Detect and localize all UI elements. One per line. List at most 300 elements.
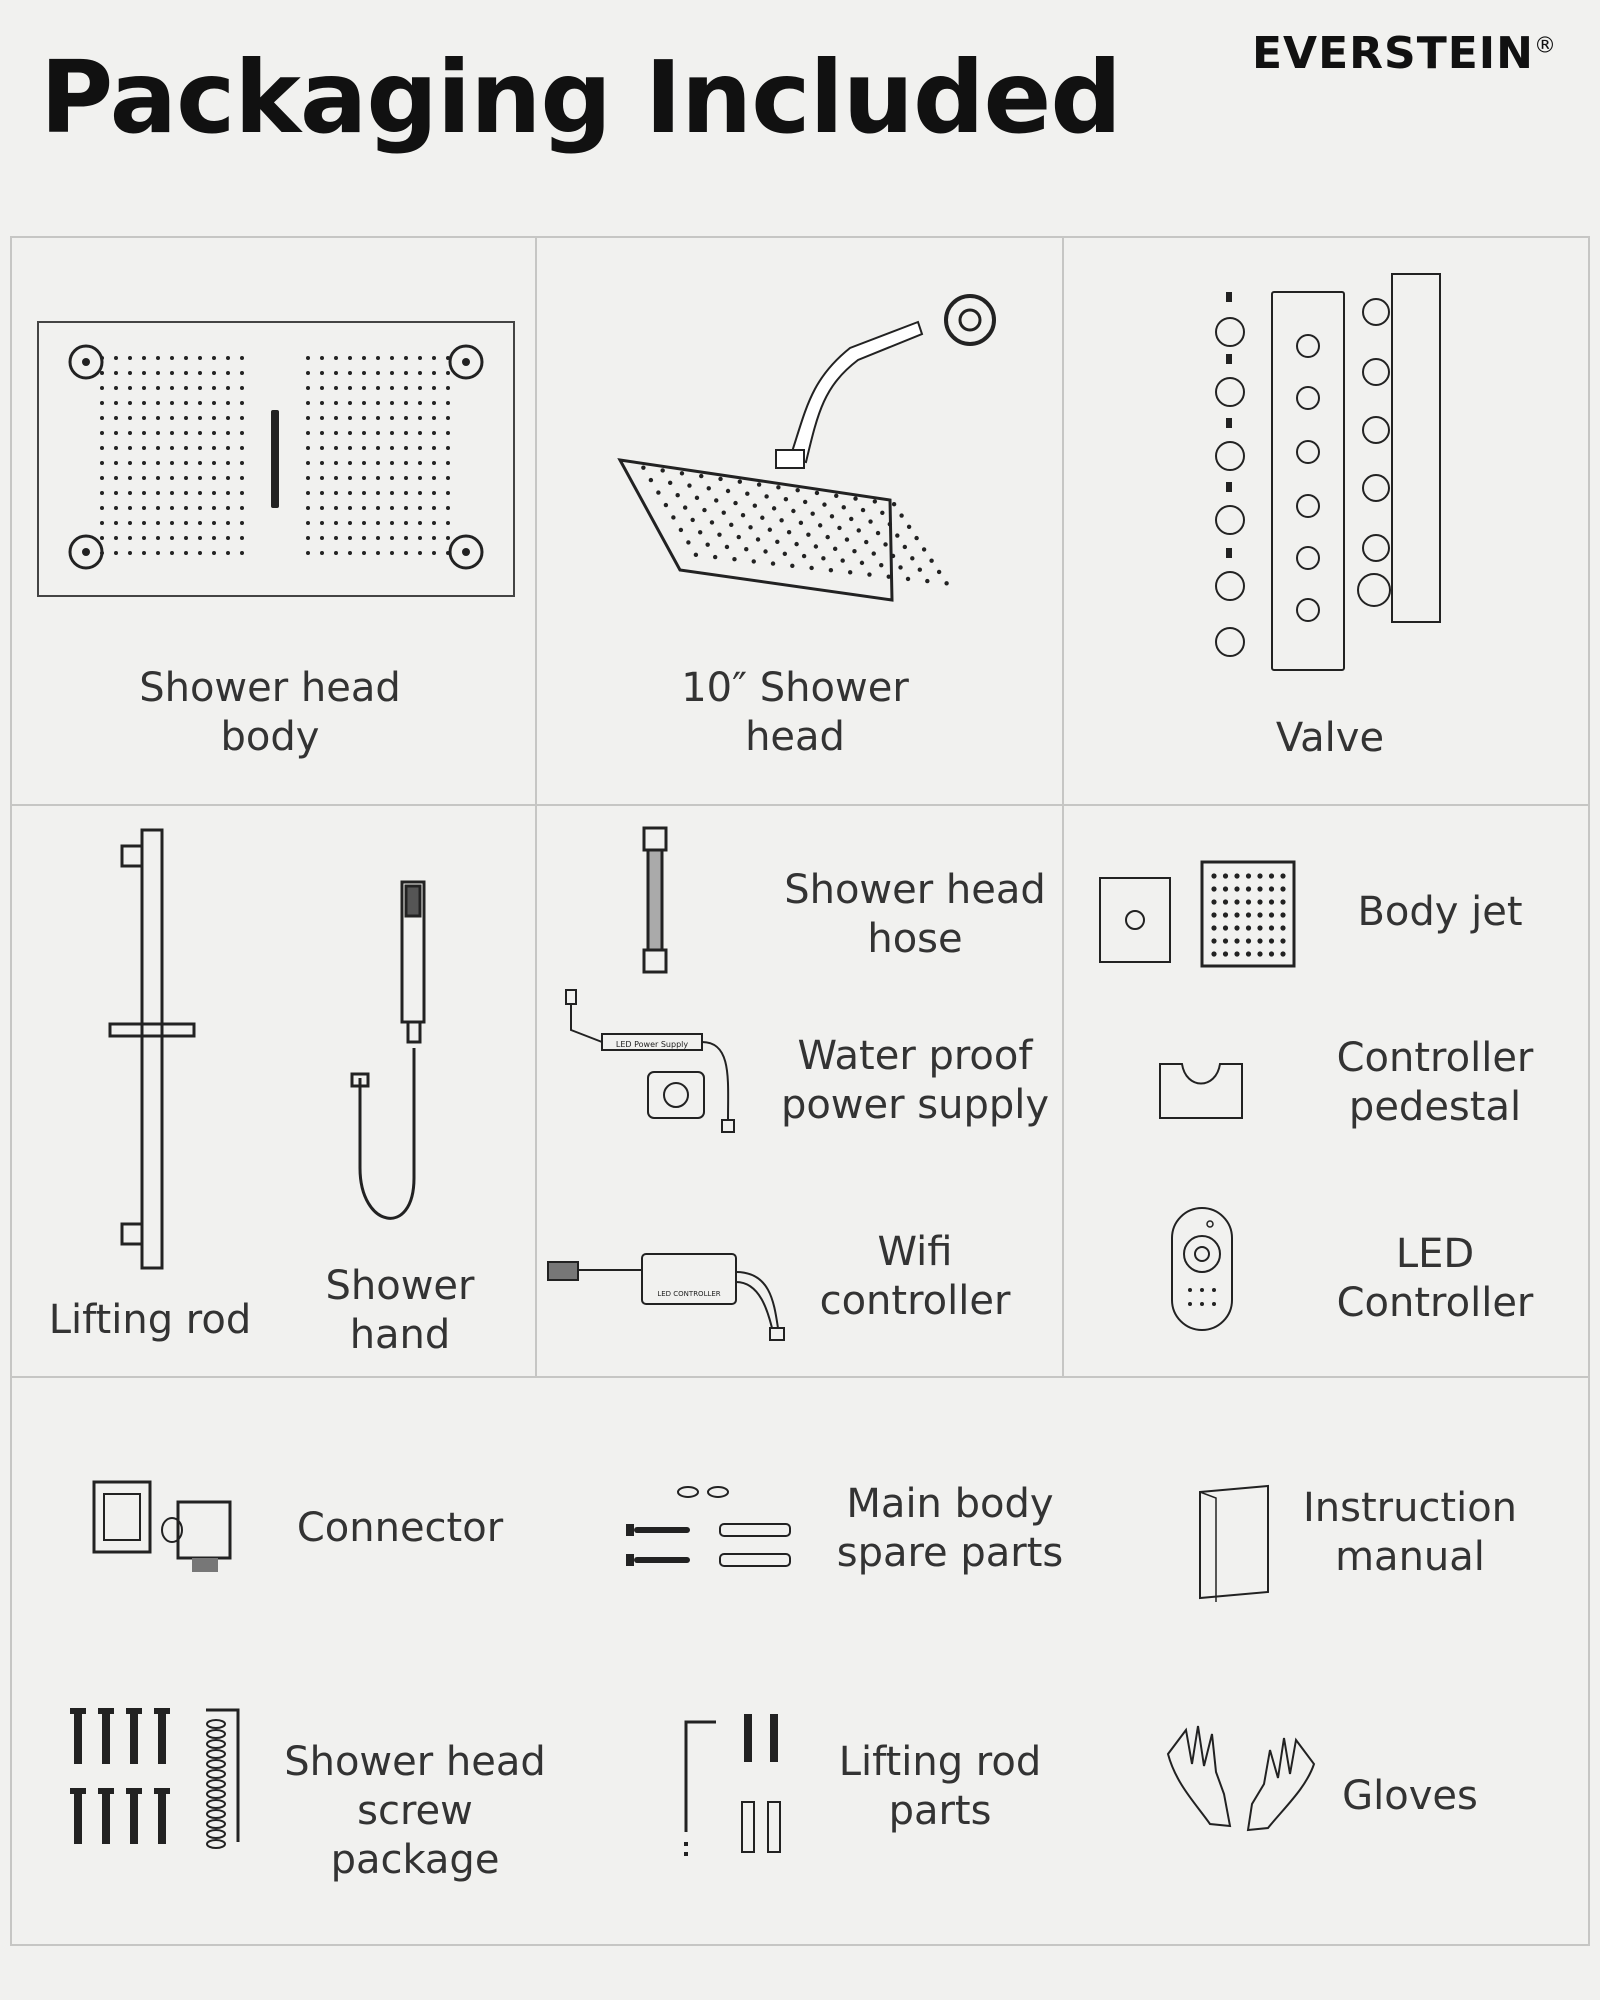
nozzle-dot [840, 558, 844, 562]
nozzle-dot [170, 356, 174, 360]
nozzle-dot [787, 530, 791, 534]
nozzle-dot [156, 506, 160, 510]
nozzle-dot [852, 549, 856, 553]
nozzle-dot [432, 521, 436, 525]
nozzle-dot [390, 356, 394, 360]
nozzle-dot [226, 386, 230, 390]
nozzle-dot [868, 519, 872, 523]
item-label: 10″ Shower head [681, 665, 909, 760]
nozzle-dot [822, 502, 826, 506]
nozzle-dot [362, 431, 366, 435]
nozzle-dot [100, 431, 104, 435]
nozzle-dot [114, 476, 118, 480]
nozzle-dot [348, 386, 352, 390]
nozzle-dot [156, 386, 160, 390]
nozzle-dot [1269, 951, 1274, 956]
nozzle-dot [1280, 925, 1285, 930]
nozzle-dot [334, 536, 338, 540]
nozzle-dot [1246, 873, 1251, 878]
nozzle-dot [348, 416, 352, 420]
nozzle-dot [128, 476, 132, 480]
wifi-controller-icon [546, 1232, 796, 1342]
nozzle-dot [660, 468, 664, 472]
nozzle-dot [184, 416, 188, 420]
nozzle-dot [114, 431, 118, 435]
nozzle-dot [1223, 899, 1228, 904]
nozzle-dot [432, 461, 436, 465]
nozzle-dot [348, 551, 352, 555]
nozzle-dot [240, 491, 244, 495]
nozzle-dot [320, 416, 324, 420]
nozzle-dot [240, 446, 244, 450]
nozzle-dot [376, 431, 380, 435]
nozzle-dot [100, 371, 104, 375]
nozzle-dot [418, 536, 422, 540]
screw-shaft [74, 1794, 82, 1844]
nozzle-dot [348, 536, 352, 540]
washer [207, 1810, 225, 1818]
nozzle-dot [879, 563, 883, 567]
nozzle-dot [390, 371, 394, 375]
washer [207, 1820, 225, 1828]
washer [207, 1790, 225, 1798]
nozzle-dot [306, 356, 310, 360]
nozzle-dot [925, 579, 929, 583]
nozzle-dot [937, 570, 941, 574]
nozzle-dot [184, 521, 188, 525]
nozzle-dot [212, 506, 216, 510]
nozzle-dot [918, 568, 922, 572]
nozzle-dot [334, 476, 338, 480]
nozzle-dot [320, 401, 324, 405]
nozzle-dot [922, 547, 926, 551]
item-label: Shower head hose [784, 867, 1046, 962]
nozzle-dot [198, 491, 202, 495]
nozzle-dot [418, 401, 422, 405]
nozzle-dot [1234, 899, 1239, 904]
nozzle-dot [348, 461, 352, 465]
nozzle-dot [306, 401, 310, 405]
nozzle-dot [184, 401, 188, 405]
nozzle-dot [212, 401, 216, 405]
nozzle-dot [156, 551, 160, 555]
nozzle-dot [156, 446, 160, 450]
nozzle-dot [184, 446, 188, 450]
nozzle-dot [1246, 886, 1251, 891]
nozzle-dot [362, 446, 366, 450]
nozzle-dot [306, 386, 310, 390]
nozzle-dot [362, 491, 366, 495]
nozzle-dot [226, 521, 230, 525]
screw-head [70, 1788, 86, 1794]
nozzle-dot [764, 494, 768, 498]
nozzle-dot [857, 528, 861, 532]
nozzle-dot [362, 416, 366, 420]
nozzle-dot [390, 431, 394, 435]
nozzle-dot [156, 401, 160, 405]
nozzle-dot [212, 446, 216, 450]
nozzle-dot [142, 506, 146, 510]
nozzle-dot [226, 491, 230, 495]
nozzle-dot [1257, 886, 1262, 891]
item-label: Main body spare parts [836, 1481, 1064, 1576]
nozzle-dot [699, 474, 703, 478]
nozzle-dot [156, 521, 160, 525]
nozzle-dot [446, 506, 450, 510]
nozzle-dot [334, 371, 338, 375]
screw-shaft [130, 1794, 138, 1844]
nozzle-dot [803, 500, 807, 504]
nozzle-dot [887, 575, 891, 579]
nozzle-dot [170, 506, 174, 510]
remote-control-icon [1170, 1206, 1234, 1332]
nozzle-dot [861, 508, 865, 512]
nozzle-dot [446, 431, 450, 435]
nozzle-dot [876, 531, 880, 535]
nozzle-dot [198, 401, 202, 405]
nozzle-dot [1211, 938, 1216, 943]
grid-divider [10, 804, 1590, 806]
nozzle-dot [170, 371, 174, 375]
nozzle-dot [198, 416, 202, 420]
nozzle-dot [212, 371, 216, 375]
nozzle-dot [320, 536, 324, 540]
nozzle-dot [763, 549, 767, 553]
nozzle-dot [446, 536, 450, 540]
nozzle-dot [446, 476, 450, 480]
nozzle-dot [198, 446, 202, 450]
nozzle-dot [794, 542, 798, 546]
nozzle-dot [872, 551, 876, 555]
nozzle-dot [142, 356, 146, 360]
nozzle-dot [114, 506, 118, 510]
nozzle-dot [432, 551, 436, 555]
nozzle-dot [745, 492, 749, 496]
controller-tag: LED CONTROLLER [657, 1290, 721, 1298]
item-label: Shower head screw package [284, 1739, 546, 1883]
nozzle-dot [156, 416, 160, 420]
nozzle-dot [845, 537, 849, 541]
nozzle-dot [240, 431, 244, 435]
nozzle-dot [114, 551, 118, 555]
nozzle-dot [1234, 886, 1239, 891]
gloves-icon [1166, 1724, 1316, 1834]
nozzle-dot [142, 491, 146, 495]
nozzle-dot [170, 431, 174, 435]
nozzle-dot [306, 521, 310, 525]
washer [207, 1760, 225, 1768]
nozzle-dot [320, 491, 324, 495]
nozzle-dot [830, 514, 834, 518]
nozzle-dot [156, 461, 160, 465]
nozzle-dot [198, 521, 202, 525]
nozzle-dot [809, 566, 813, 570]
nozzle-dot [362, 401, 366, 405]
nozzle-dot [198, 356, 202, 360]
item-label: Water proof power supply [780, 1033, 1050, 1128]
nozzle-dot [198, 431, 202, 435]
nozzle-dot [170, 491, 174, 495]
nozzle-dot [240, 401, 244, 405]
nozzle-dot [128, 536, 132, 540]
nozzle-dot [833, 547, 837, 551]
nozzle-dot [142, 431, 146, 435]
nozzle-dot [184, 536, 188, 540]
nozzle-dot [432, 401, 436, 405]
nozzle-dot [1223, 886, 1228, 891]
nozzle-dot [404, 446, 408, 450]
nozzle-dot [198, 551, 202, 555]
nozzle-dot [771, 561, 775, 565]
hand-shower-icon [350, 878, 450, 1228]
nozzle-dot [376, 401, 380, 405]
nozzle-dot [212, 386, 216, 390]
item-label: LED Controller [1336, 1231, 1534, 1326]
nozzle-dot [914, 536, 918, 540]
nozzle-dot [390, 536, 394, 540]
nozzle-dot [1246, 899, 1251, 904]
nozzle-dot [432, 356, 436, 360]
nozzle-dot [818, 523, 822, 527]
nozzle-dot [888, 522, 892, 526]
screw-shaft [158, 1794, 166, 1844]
nozzle-dot [240, 551, 244, 555]
nozzle-dot [790, 564, 794, 568]
nozzle-dot [226, 371, 230, 375]
nozzle-dot [376, 521, 380, 525]
nozzle-dot [432, 536, 436, 540]
nozzle-dot [390, 491, 394, 495]
nozzle-dot [114, 401, 118, 405]
nozzle-dot [756, 537, 760, 541]
nozzle-dot [404, 416, 408, 420]
nozzle-dot [226, 356, 230, 360]
nozzle-dot [1280, 873, 1285, 878]
nozzle-dot [810, 511, 814, 515]
nozzle-dot [446, 386, 450, 390]
nozzle-dot [128, 401, 132, 405]
nozzle-dot [702, 508, 706, 512]
nozzle-dot [376, 371, 380, 375]
screw-shaft [102, 1714, 110, 1764]
nozzle-dot [404, 506, 408, 510]
nozzle-dot [1223, 925, 1228, 930]
nozzle-dot [418, 506, 422, 510]
screw-head [154, 1708, 170, 1714]
nozzle-dot [806, 532, 810, 536]
nozzle-dot [1246, 912, 1251, 917]
nozzle-dot [717, 532, 721, 536]
nozzle-dot [1211, 873, 1216, 878]
nozzle-dot [306, 536, 310, 540]
nozzle-dot [1257, 899, 1262, 904]
nozzle-dot [320, 521, 324, 525]
nozzle-dot [1223, 912, 1228, 917]
nozzle-dot [1246, 951, 1251, 956]
nozzle-dot [1257, 951, 1262, 956]
nozzle-dot [1257, 873, 1262, 878]
nozzle-dot [226, 506, 230, 510]
screw-shaft [130, 1714, 138, 1764]
nozzle-dot [446, 521, 450, 525]
nozzle-dot [198, 461, 202, 465]
nozzle-dot [418, 431, 422, 435]
nozzle-dot [128, 371, 132, 375]
nozzle-dot [362, 371, 366, 375]
nozzle-dot [156, 371, 160, 375]
nozzle-dot [404, 551, 408, 555]
nozzle-dot [198, 476, 202, 480]
nozzle-dot [944, 581, 948, 585]
nozzle-dot [376, 356, 380, 360]
nozzle-dot [100, 461, 104, 465]
nozzle-dot [695, 496, 699, 500]
nozzle-dot [752, 559, 756, 563]
nozzle-dot [903, 545, 907, 549]
nozzle-dot [694, 553, 698, 557]
nozzle-dot [1234, 951, 1239, 956]
nozzle-dot [390, 461, 394, 465]
nozzle-dot [791, 509, 795, 513]
nozzle-dot [404, 431, 408, 435]
nozzle-dot [799, 521, 803, 525]
nozzle-dot [306, 476, 310, 480]
nozzle-dot [829, 568, 833, 572]
screw-head [70, 1708, 86, 1714]
nozzle-dot [432, 371, 436, 375]
nozzle-dot [320, 371, 324, 375]
grid-divider [535, 236, 537, 1378]
nozzle-dot [842, 505, 846, 509]
nozzle-dot [1280, 951, 1285, 956]
screw-head [126, 1788, 142, 1794]
nozzle-dot [1246, 925, 1251, 930]
nozzle-dot [1234, 873, 1239, 878]
nozzle-dot [348, 506, 352, 510]
nozzle-dot [142, 476, 146, 480]
nozzle-dot [306, 416, 310, 420]
nozzle-dot [128, 356, 132, 360]
nozzle-dot [362, 506, 366, 510]
nozzle-dot [226, 431, 230, 435]
nozzle-dot [362, 521, 366, 525]
nozzle-dot [376, 446, 380, 450]
nozzle-dot [184, 386, 188, 390]
nozzle-dot [184, 356, 188, 360]
nozzle-dot [741, 513, 745, 517]
nozzle-dot [100, 446, 104, 450]
washer [207, 1840, 225, 1848]
nozzle-dot [306, 431, 310, 435]
nozzle-dot [212, 431, 216, 435]
nozzle-dot [226, 461, 230, 465]
nozzle-dot [783, 552, 787, 556]
brand-name: EVERSTEIN [1252, 28, 1535, 79]
nozzle-dot [376, 536, 380, 540]
nozzle-dot [156, 536, 160, 540]
nozzle-dot [198, 506, 202, 510]
nozzle-dot [404, 521, 408, 525]
nozzle-dot [725, 545, 729, 549]
nozzle-dot [114, 491, 118, 495]
nozzle-dot [690, 518, 694, 522]
nozzle-dot [306, 506, 310, 510]
washer [207, 1750, 225, 1758]
rain-shower-head-icon [610, 290, 1010, 610]
nozzle-dot [733, 501, 737, 505]
nozzle-dot [821, 556, 825, 560]
nozzle-dot [198, 536, 202, 540]
nozzle-dot [334, 431, 338, 435]
nozzle-dot [834, 494, 838, 498]
nozzle-dot [334, 416, 338, 420]
nozzle-dot [226, 446, 230, 450]
nozzle-dot [226, 551, 230, 555]
nozzle-dot [142, 446, 146, 450]
nozzle-dot [404, 386, 408, 390]
nozzle-dot [156, 476, 160, 480]
item-label: Connector [296, 1505, 504, 1551]
nozzle-dot [128, 551, 132, 555]
nozzle-dot [170, 416, 174, 420]
nozzle-dot [907, 525, 911, 529]
nozzle-dot [240, 506, 244, 510]
nozzle-dot [418, 356, 422, 360]
nozzle-dot [306, 446, 310, 450]
nozzle-dot [376, 551, 380, 555]
washer [207, 1800, 225, 1808]
nozzle-dot [418, 551, 422, 555]
nozzle-dot [737, 535, 741, 539]
nozzle-dot [114, 356, 118, 360]
nozzle-dot [348, 431, 352, 435]
nozzle-dot [656, 490, 660, 494]
nozzle-dot [1280, 938, 1285, 943]
nozzle-dot [432, 416, 436, 420]
nozzle-dot [306, 461, 310, 465]
nozzle-dot [404, 401, 408, 405]
nozzle-dot [184, 431, 188, 435]
nozzle-dot [334, 446, 338, 450]
nozzle-dot [100, 506, 104, 510]
nozzle-dot [1223, 938, 1228, 943]
nozzle-dot [226, 536, 230, 540]
screw-head [154, 1788, 170, 1794]
nozzle-dot [376, 506, 380, 510]
nozzle-dot [320, 431, 324, 435]
nozzle-dot [418, 416, 422, 420]
nozzle-dot [837, 526, 841, 530]
screw-head [98, 1788, 114, 1794]
item-label: Shower hand [325, 1263, 475, 1358]
nozzle-dot [376, 461, 380, 465]
nozzle-dot [320, 476, 324, 480]
nozzle-dot [757, 482, 761, 486]
nozzle-dot [1257, 938, 1262, 943]
brand-logo [1252, 28, 1557, 79]
nozzle-dot [432, 491, 436, 495]
nozzle-dot [1246, 938, 1251, 943]
nozzle-dot [1234, 938, 1239, 943]
nozzle-dot [128, 446, 132, 450]
nozzle-dot [390, 551, 394, 555]
nozzle-dot [679, 528, 683, 532]
manual-icon [1196, 1484, 1272, 1600]
nozzle-dot [128, 431, 132, 435]
controller-pedestal-icon [1158, 1060, 1244, 1120]
body-jet-icon [1098, 858, 1298, 974]
nozzle-dot [891, 554, 895, 558]
